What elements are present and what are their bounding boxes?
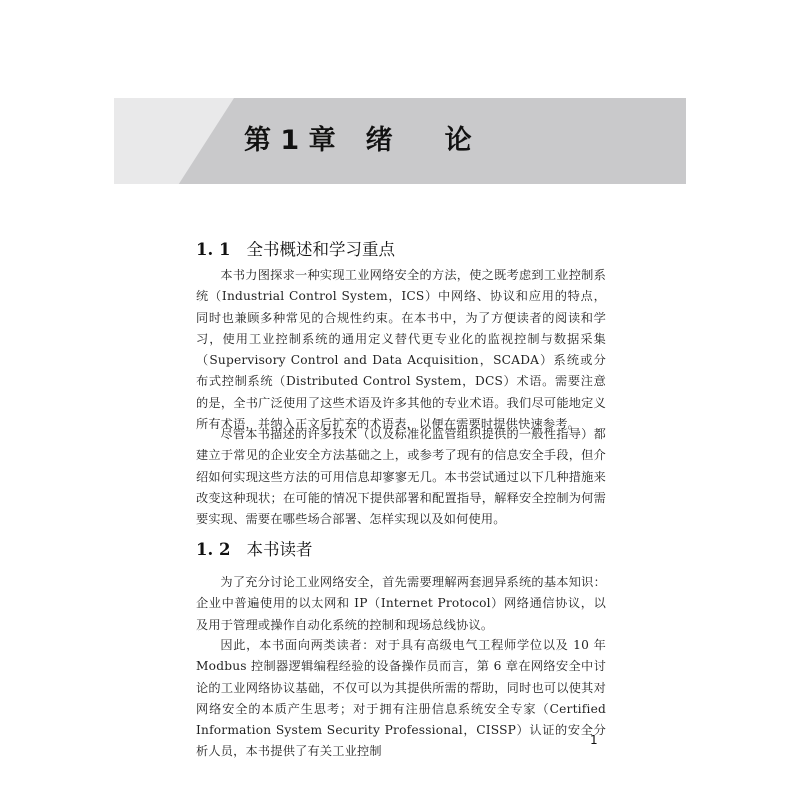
section-title: 本书读者	[246, 540, 313, 559]
section-number: 1. 2	[196, 540, 231, 559]
paragraph: 尽管本书描述的许多技术（以及标准化监管组织提供的一般性指导）都建立于常见的企业安全方法基础之上，或参考了现有的信息安全手段，但介绍如何实现这些方法的可用信息却寥寥无几。本书尝试通过以下几种措施来改变这种现状；在可能的情况下提供部署和配置指导，解释安全控制为何需要实现、需要在哪些场合部署、怎样实现以及如何使用。	[196, 427, 606, 527]
section-title: 全书概述和学习重点	[246, 240, 395, 259]
banner-diagonal-accent	[114, 98, 234, 184]
paragraph: 为了充分讨论工业网络安全，首先需要理解两套迥异系统的基本知识：企业中普遍使用的以太网和 IP（Internet Protocol）网络通信协议，以及用于管理或操作自动化系统的控制和现场总线协议。	[196, 575, 606, 632]
chapter-title-part2: 论	[444, 125, 472, 156]
chapter-title-part1: 绪	[365, 125, 393, 156]
section-number: 1. 1	[196, 240, 231, 259]
paragraph: 本书力图探求一种实现工业网络安全的方法，使之既考虑到工业控制系统（Industrial Control System，ICS）中网络、协议和应用的特点，同时也兼顾多种常见的合规性约束。在本书中，为了方便读者的阅读和学习，使用工业控制系统的通用定义替代更专业化的监视控制与数据采集（Supervisory Control and Data Acquisition，SCADA）系统或分布式控制系统（Distributed Control System，DCS）术语。需要注意的是，全书广泛使用了这些术语及许多其他的专业术语。我们尽可能地定义所有术语，并纳入正文后扩充的术语表，以便在需要时提供快速参考。	[196, 268, 606, 432]
chapter-title	[244, 98, 472, 184]
section-heading-1-2	[196, 538, 312, 562]
page-number: 1	[590, 733, 598, 747]
chapter-number: 第 1 章	[244, 125, 336, 156]
section-heading-1-1	[196, 238, 395, 262]
paragraph: 因此，本书面向两类读者：对于具有高级电气工程师学位以及 10 年 Modbus 控制器逻辑编程经验的设备操作员而言，第 6 章在网络安全中讨论的工业网络协议基础，不仅可以为其提供所需的帮助，同时也可以使其对网络安全的本质产生思考；对于拥有注册信息系统安全专家（Certified Information System Security Professional，CISSP）认证的安全分析人员，本书提供了有关工业控制	[196, 638, 606, 759]
